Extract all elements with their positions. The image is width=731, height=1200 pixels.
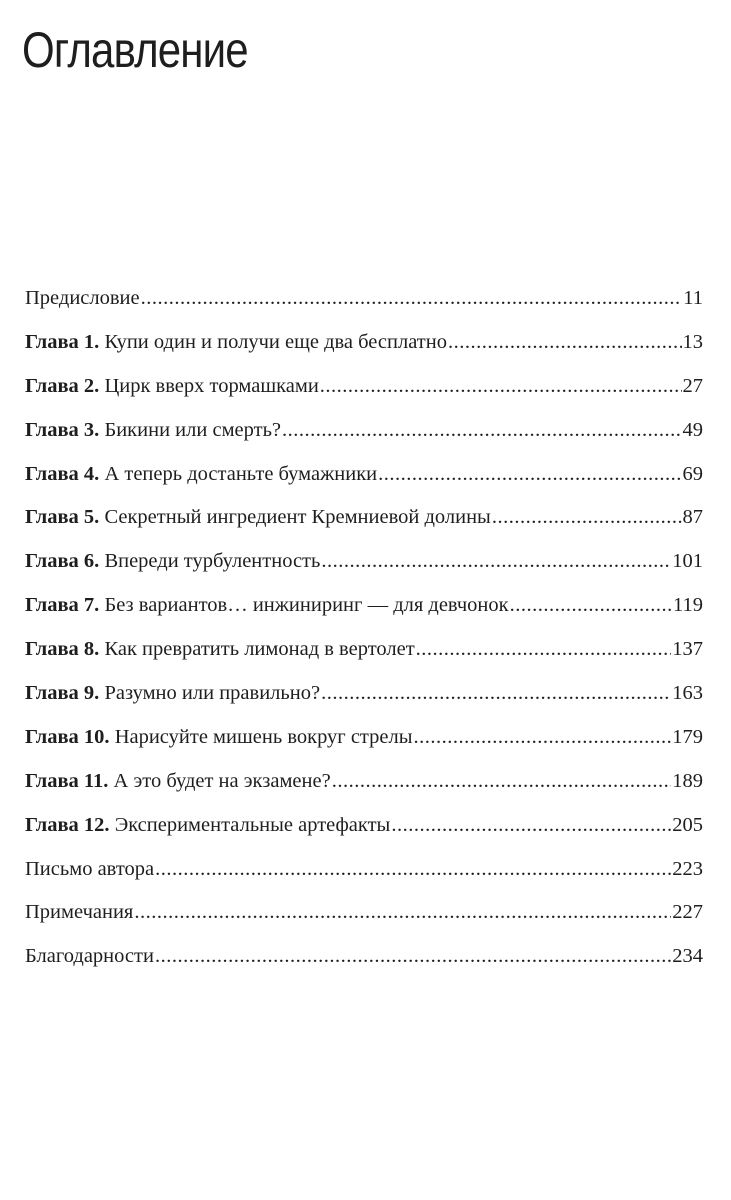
- toc-entry-title: Нарисуйте мишень вокруг стрелы: [114, 725, 413, 748]
- toc-page-number: 101: [672, 550, 703, 573]
- toc-entry-preface[interactable]: [25, 280, 703, 324]
- toc-page-number: 87: [682, 506, 703, 529]
- toc-entry-chapter-2[interactable]: [25, 368, 703, 412]
- dot-leader: [321, 675, 671, 711]
- dot-leader: [134, 894, 671, 930]
- toc-entry-title: Секретный ингредиент Кремниевой долины: [104, 506, 491, 529]
- toc-entry-chapter-1[interactable]: [25, 324, 703, 368]
- dot-leader: [416, 631, 672, 667]
- toc-entry-title: Разумно или правильно?: [104, 682, 321, 705]
- toc-page-number: 163: [672, 682, 703, 705]
- table-of-contents: [25, 280, 703, 982]
- toc-entry-chapter-5[interactable]: [25, 499, 703, 543]
- toc-chapter-label: Глава 5.: [25, 506, 100, 529]
- toc-entry-author-letter[interactable]: [25, 851, 703, 895]
- toc-page-number: 119: [673, 594, 703, 617]
- toc-entry-text: [25, 543, 320, 579]
- dot-leader: [492, 499, 682, 535]
- toc-entry-chapter-12[interactable]: [25, 807, 703, 851]
- toc-entry-acknowledgements[interactable]: [25, 938, 703, 982]
- toc-chapter-label: Глава 3.: [25, 418, 100, 441]
- toc-entry-chapter-6[interactable]: [25, 543, 703, 587]
- dot-leader: [155, 938, 671, 974]
- toc-page-number: 27: [682, 374, 703, 397]
- toc-page-number: 189: [672, 769, 703, 792]
- toc-entry-text: [25, 807, 390, 843]
- toc-chapter-label: Глава 8.: [25, 638, 100, 661]
- toc-page-number: 11: [683, 287, 703, 309]
- toc-entry-text: [25, 587, 509, 623]
- toc-entry-title: Благодарности: [25, 945, 154, 968]
- toc-entry-text: [25, 851, 154, 887]
- toc-entry-title: Письмо автора: [25, 857, 155, 880]
- toc-chapter-label: Глава 2.: [25, 374, 100, 397]
- toc-entry-text: [25, 324, 447, 360]
- toc-entry-title: Предисловие: [25, 287, 140, 309]
- dot-leader: [332, 763, 672, 799]
- toc-entry-title: Купи один и получи еще два бесплатно: [104, 330, 447, 353]
- dot-leader: [155, 851, 671, 887]
- toc-page-number: 227: [672, 901, 703, 924]
- toc-entry-title: Впереди турбулентность: [104, 550, 321, 573]
- toc-entry-title: Без вариантов… инжиниринг — для девчонок: [104, 594, 509, 617]
- toc-entry-title: Примечания: [25, 901, 134, 924]
- page-title: Оглавление: [22, 22, 248, 78]
- toc-entry-text: [25, 719, 413, 755]
- toc-entry-chapter-4[interactable]: [25, 456, 703, 500]
- toc-page-number: 223: [672, 857, 703, 880]
- dot-leader: [414, 719, 672, 755]
- toc-entry-text: [25, 368, 319, 404]
- toc-entry-text: [25, 938, 154, 974]
- toc-chapter-label: Глава 11.: [25, 769, 109, 792]
- toc-entry-chapter-8[interactable]: [25, 631, 703, 675]
- dot-leader: [391, 807, 671, 843]
- toc-entry-chapter-3[interactable]: [25, 412, 703, 456]
- dot-leader: [320, 368, 682, 404]
- toc-entry-title: Экспериментальные артефакты: [114, 813, 391, 836]
- toc-entry-chapter-10[interactable]: [25, 719, 703, 763]
- toc-chapter-label: Глава 12.: [25, 813, 110, 836]
- toc-chapter-label: Глава 10.: [25, 725, 110, 748]
- toc-page-number: 49: [682, 418, 703, 441]
- toc-entry-text: [25, 894, 133, 930]
- toc-entry-text: [25, 631, 415, 667]
- toc-page-number: 179: [672, 725, 703, 748]
- toc-chapter-label: Глава 1.: [25, 330, 100, 353]
- dot-leader: [510, 587, 672, 623]
- toc-page-number: 234: [672, 945, 703, 968]
- toc-chapter-label: Глава 6.: [25, 550, 100, 573]
- toc-entry-chapter-7[interactable]: [25, 587, 703, 631]
- toc-chapter-label: Глава 9.: [25, 682, 100, 705]
- toc-entry-notes[interactable]: [25, 894, 703, 938]
- toc-entry-chapter-11[interactable]: [25, 763, 703, 807]
- dot-leader: [141, 280, 683, 316]
- toc-entry-text: [25, 675, 320, 711]
- toc-chapter-label: Глава 4.: [25, 462, 100, 485]
- toc-entry-title: Как превратить лимонад в вертолет: [104, 638, 415, 661]
- dot-leader: [321, 543, 671, 579]
- toc-page-number: 137: [672, 638, 703, 661]
- toc-entry-text: [25, 412, 281, 448]
- toc-page-number: 205: [672, 813, 703, 836]
- toc-entry-title: А это будет на экзамене?: [113, 769, 331, 792]
- toc-entry-text: [25, 456, 377, 492]
- toc-page-number: 69: [682, 462, 703, 485]
- toc-entry-chapter-9[interactable]: [25, 675, 703, 719]
- dot-leader: [448, 324, 682, 360]
- toc-entry-text: [25, 499, 491, 535]
- toc-chapter-label: Глава 7.: [25, 594, 100, 617]
- toc-entry-title: Бикини или смерть?: [104, 418, 282, 441]
- toc-entry-text: [25, 280, 140, 316]
- toc-entry-title: А теперь достаньте бумажники: [104, 462, 378, 485]
- toc-entry-title: Цирк вверх тормашками: [104, 374, 319, 397]
- dot-leader: [378, 456, 681, 492]
- dot-leader: [282, 412, 681, 448]
- toc-page-number: 13: [682, 330, 703, 353]
- toc-entry-text: [25, 763, 331, 799]
